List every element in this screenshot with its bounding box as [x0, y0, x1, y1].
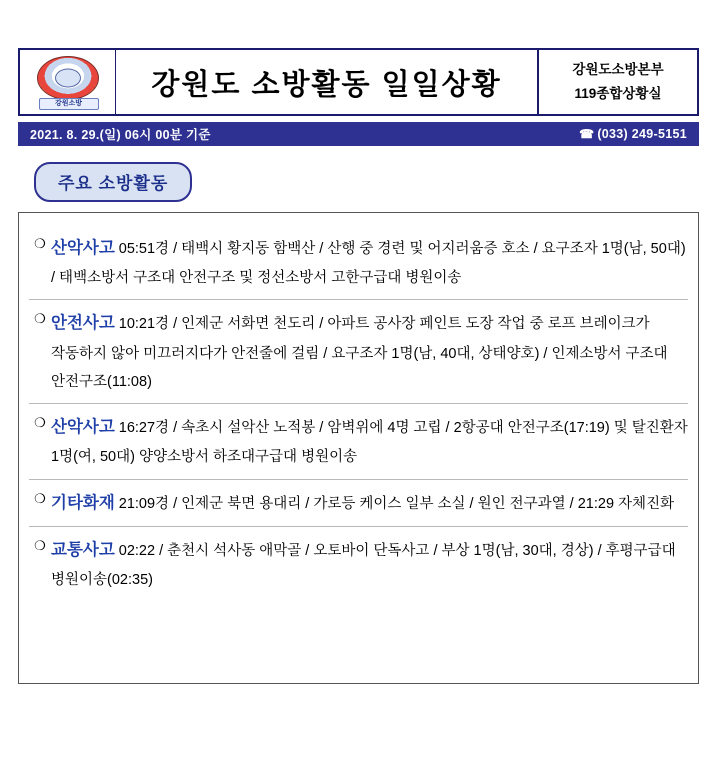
list-item: [29, 526, 688, 601]
page-title: [116, 50, 539, 114]
list-item: [29, 403, 688, 478]
incident-body: [51, 411, 688, 471]
incident-body: [51, 534, 688, 594]
incident-type: 산악사고: [51, 418, 115, 437]
issuing-office-line2: 119종합상황실: [574, 86, 662, 101]
list-bullet-icon: ❍: [34, 537, 46, 553]
list-item: [29, 479, 688, 526]
list-bullet-icon: ❍: [34, 236, 46, 251]
incident-detail: 02:22 / 춘천시 석사동 애막골 / 오토바이 단독사고 / 부상 1명(남, 30대, 경상) / 후평구급대 병원이송(02:35): [51, 542, 676, 588]
incident-body: [51, 232, 688, 292]
incident-detail: 21:09경 / 인제군 북면 용대리 / 가로등 케이스 일부 소실 / 원인 전구과열 / 21:29 자체진화: [118, 495, 675, 512]
page-title-text: 강원도 소방활동 일일상황: [151, 68, 502, 101]
incident-detail: 10:21경 / 인제군 서화면 천도리 / 아파트 공사장 페인트 도장 작업 중 로프 브레이크가 작동하지 않아 미끄러지다가 안전줄에 걸림 / 요구조자 1명(남, 40대, 상태양호) / 인제소방서 구조대 안전구조(11:08): [51, 316, 668, 390]
issuing-office-line1: 강원도소방본부: [572, 62, 664, 78]
incident-body: [51, 487, 688, 519]
gangwon-fire-emblem-icon: [33, 54, 103, 110]
list-item: [29, 225, 688, 299]
incident-type: 기타화재: [51, 493, 115, 512]
incident-body: [51, 307, 688, 396]
incident-detail: 16:27경 / 속초시 설악산 노적봉 / 암벽위에 4명 고립 / 2항공대 안전구조(17:19) 및 탈진환자 1명(여, 50대) 양양소방서 하조대구급대 병원이송: [51, 420, 688, 466]
emblem-label: 강원소방: [39, 98, 99, 110]
contact-phone-number: (033) 249-5151: [597, 127, 687, 141]
emblem-ring: [37, 56, 99, 100]
list-item: [29, 299, 688, 403]
report-timestamp: 2021. 8. 29.(일) 06시 00분 기준: [30, 128, 211, 142]
incident-detail: 05:51경 / 태백시 황지동 함백산 / 산행 중 경련 및 어지러움증 호소 / 요구조자 1명(남, 50대) / 태백소방서 구조대 안전구조 및 정선소방서 고한구급대 병원이송: [51, 241, 686, 287]
list-bullet-icon: ❍: [34, 490, 46, 506]
list-bullet-icon: ❍: [34, 415, 46, 431]
contact-phone: [579, 127, 687, 141]
incident-list: [18, 212, 699, 684]
list-bullet-icon: ❍: [34, 311, 46, 327]
incident-type: 산악사고: [51, 239, 115, 257]
status-bar: [18, 122, 699, 146]
incident-type: 교통사고: [51, 540, 115, 559]
document-page: [0, 48, 717, 757]
section-title-text: 주요 소방활동: [58, 174, 169, 193]
emblem-cell: [20, 50, 116, 114]
section-title-badge: [34, 162, 192, 202]
telephone-icon: ☎: [579, 127, 595, 141]
section-header: [18, 162, 699, 202]
document-header: [18, 48, 699, 116]
incident-type: 안전사고: [51, 314, 115, 333]
issuing-office: [539, 50, 697, 114]
